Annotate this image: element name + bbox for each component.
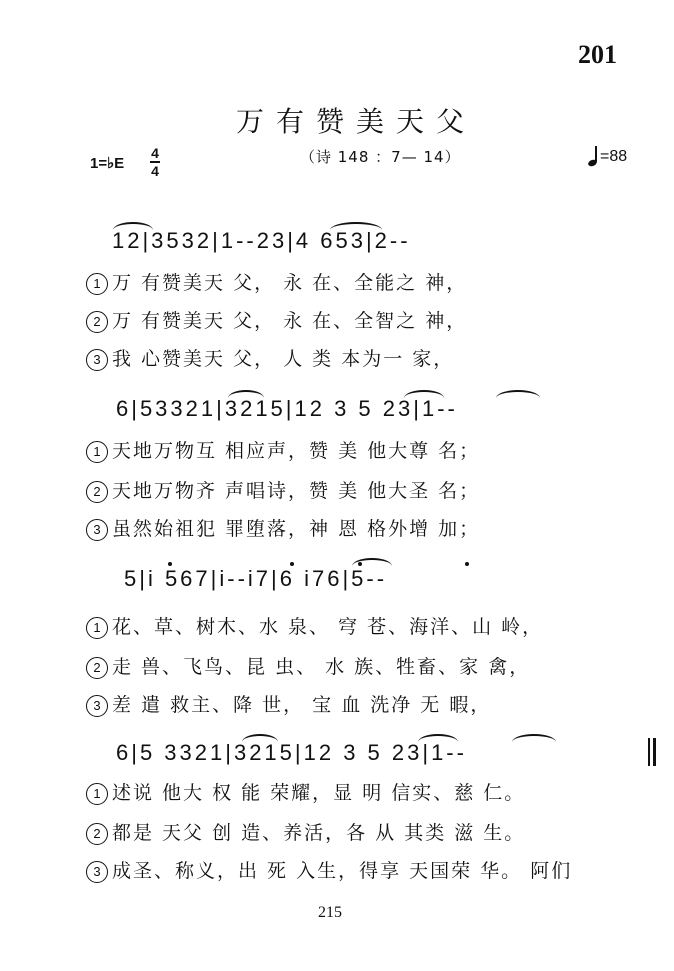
high-octave-dot	[358, 562, 362, 566]
high-octave-dot	[465, 562, 469, 566]
slur	[418, 734, 458, 742]
time-signature-bottom: 4	[151, 163, 159, 179]
page-number: 215	[318, 904, 342, 921]
tempo-marking	[588, 146, 627, 166]
lyric-line: 1 天地万物互 相应声，赞 美 他大尊 名；	[86, 436, 480, 463]
lyric-line: 3 我 心赞美天 父， 人 类 本为一 家，	[86, 344, 454, 371]
notation-line-2: 6|53321|3215|12 3 5 23|1--	[116, 396, 458, 421]
quarter-note-icon	[588, 146, 598, 166]
key-signature: 1=♭E	[90, 155, 125, 172]
time-signature	[150, 146, 160, 178]
slur	[228, 390, 264, 398]
high-octave-dot	[290, 562, 294, 566]
slur	[330, 222, 382, 230]
tempo-value: =88	[600, 148, 628, 165]
notation-line-3: 5|i 567|i--i7|6 i76|5--	[124, 566, 388, 591]
lyric-line: 2 万 有赞美天 父， 永 在、全智之 神，	[86, 306, 467, 333]
scripture-reference: （诗 148 ：7— 14）	[300, 148, 461, 166]
lyric-line: 1 万 有赞美天 父， 永 在、全能之 神，	[86, 268, 467, 295]
slur	[496, 390, 540, 398]
high-octave-dot	[168, 562, 172, 566]
slur	[113, 222, 153, 230]
lyric-line: 3 成圣、称义，出 死 入生，得享 天国荣 华。 阿们	[86, 856, 572, 883]
lyric-line: 2 走 兽、飞鸟、昆 虫、 水 族、牲畜、家 禽，	[86, 652, 530, 679]
slur	[404, 390, 444, 398]
lyric-line: 3 虽然始祖犯 罪堕落，神 恩 格外增 加；	[86, 514, 480, 541]
lyric-line: 1 述说 他大 权 能 荣耀，显 明 信实、慈 仁。	[86, 778, 525, 805]
hymn-title: 万有赞美天父	[236, 105, 477, 138]
lyric-line: 2 都是 天父 创 造、养活，各 从 其类 滋 生。	[86, 818, 525, 845]
hymn-number: 201	[578, 40, 617, 69]
slur	[242, 734, 278, 742]
slur	[512, 734, 556, 742]
notation-line-1: 12|3532|1--23|4 653|2--	[112, 228, 411, 253]
time-signature-top: 4	[151, 145, 159, 161]
lyric-line: 2 天地万物齐 声唱诗，赞 美 他大圣 名；	[86, 476, 480, 503]
final-barline	[648, 738, 656, 766]
lyric-line: 3 差 遣 救主、降 世， 宝 血 洗净 无 暇，	[86, 690, 491, 717]
notation-line-4: 6|5 3321|3215|12 3 5 23|1--	[116, 740, 467, 765]
lyric-line: 1 花、草、树木、水 泉、 穹 苍、海洋、山 岭，	[86, 612, 543, 639]
